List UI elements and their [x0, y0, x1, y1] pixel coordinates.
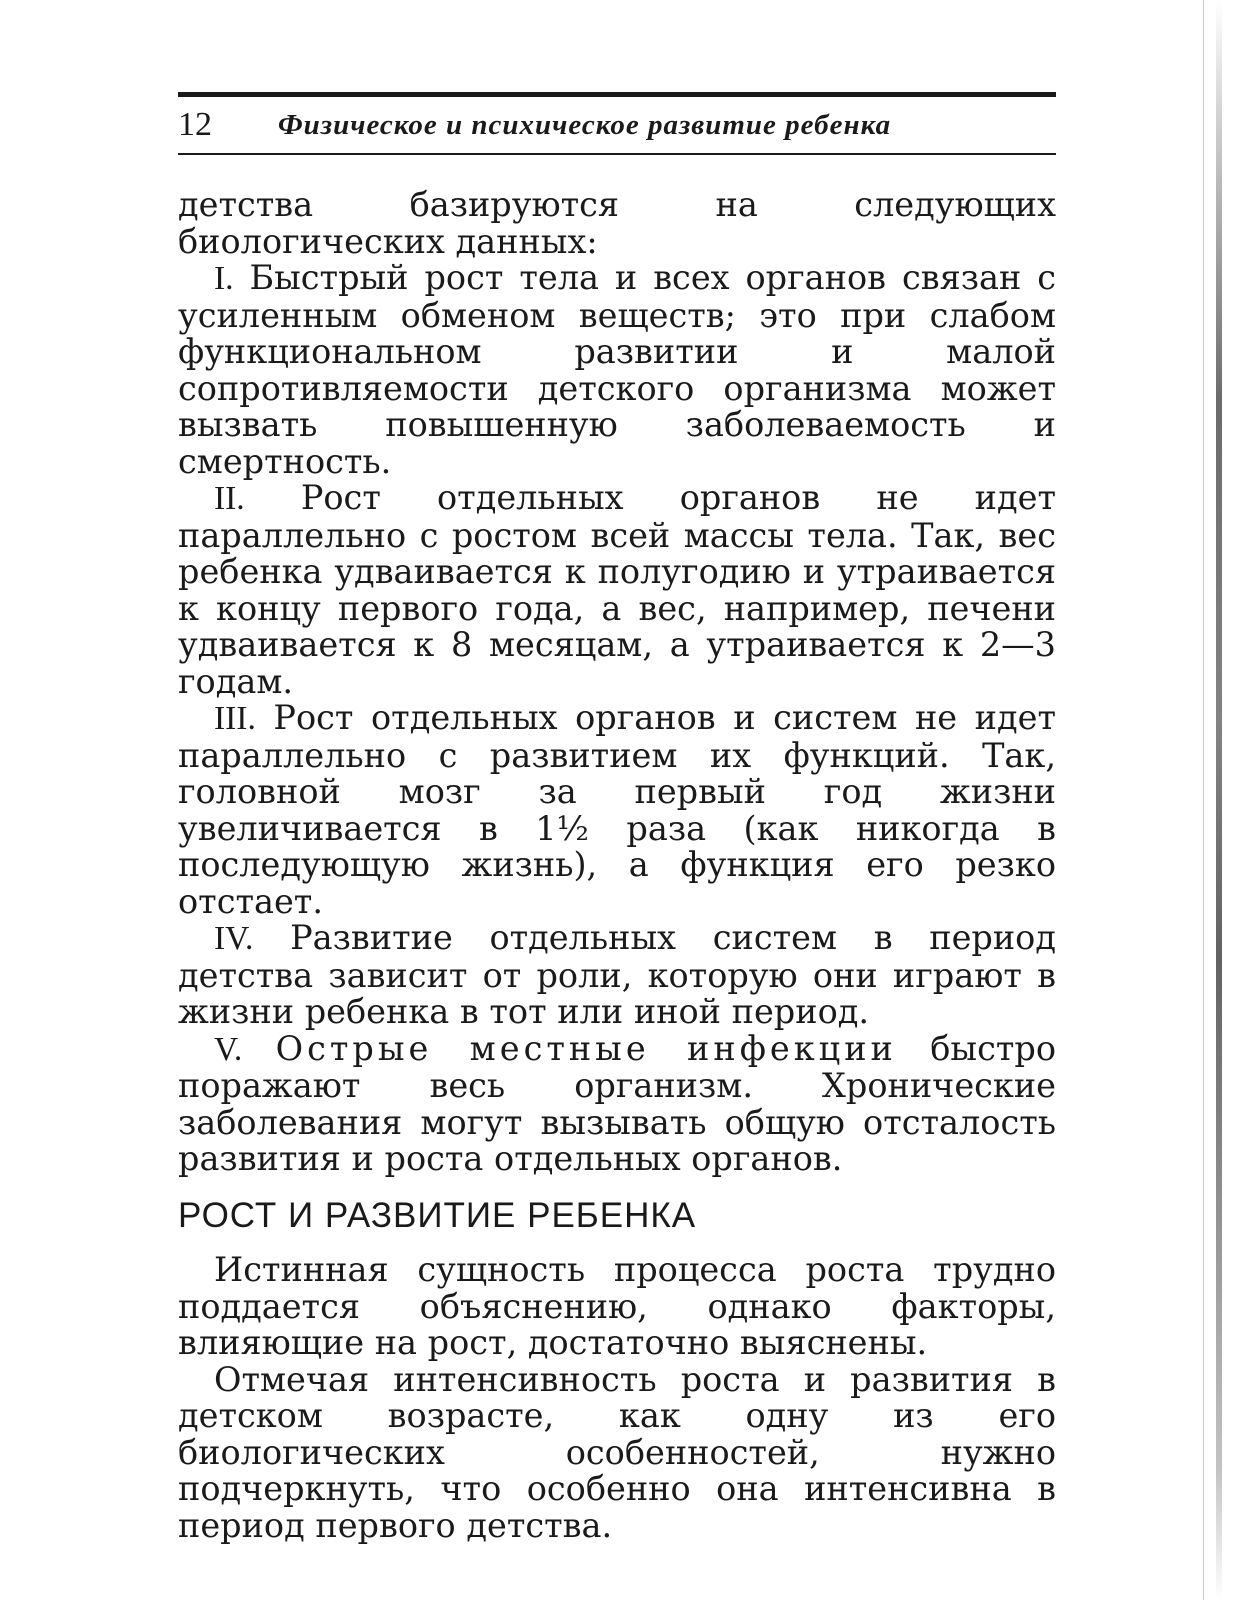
- paragraph-text: Рост отдельных органов не идет параллельно с ростом всей массы тела. Так, вес ребенка удваивается к полугодию и утраивается к концу первого года, а вес, например, печени удваивается к 8 месяцам, а утраивается к 2—3 годам.: [178, 478, 1056, 701]
- paragraph-text: детства базируются на следующих биологических данных:: [178, 185, 1056, 261]
- roman-numeral: III.: [214, 700, 256, 737]
- page-number: 12: [178, 106, 212, 143]
- roman-numeral: II.: [214, 480, 245, 517]
- section-heading: РОСТ И РАЗВИТИЕ РЕБЕНКА: [178, 1195, 697, 1235]
- roman-numeral: IV.: [214, 920, 254, 957]
- paragraph-point-2: [178, 480, 1056, 700]
- paragraph-point-5: [178, 1028, 1056, 1178]
- section-paragraph-2: [178, 1359, 1056, 1545]
- section-paragraph-1: [178, 1252, 1056, 1362]
- roman-numeral: V.: [214, 1030, 243, 1068]
- paragraph-intro: [178, 187, 1056, 260]
- paragraph-text: Быстрый рост тела и всех органов связан с усиленным обменом веществ; это при слабом функциональном развитии и малой сопротивляемости детского организма может вызвать повышенную заболеваемость и смертность.: [178, 258, 1056, 481]
- body-text: [178, 187, 1056, 1544]
- paragraph-text: быстро поражают весь организм. Хронические заболевания могут вызывать общую отсталость развития и роста отдельных органов.: [178, 1028, 1056, 1178]
- running-title: Физическое и психическое развитие ребенка: [278, 108, 892, 141]
- book-page: [178, 92, 1056, 1544]
- spaced-emphasis-text: Острые местные инфекции: [275, 1028, 897, 1068]
- running-header: [178, 92, 1056, 155]
- paragraph-text: Развитие отдельных систем в период детства зависит от роли, которую они играют в жизни ребенка в тот или иной период.: [178, 918, 1056, 1031]
- roman-numeral: I.: [214, 260, 234, 297]
- paragraph-point-3: [178, 700, 1056, 920]
- paragraph-text: Рост отдельных органов и систем не идет параллельно с развитием их функций. Так, головной мозг за первый год жизни увеличивается в 1½ раза (как никогда в последующую жизнь), а функция его резко отстает.: [178, 698, 1056, 921]
- paragraph-point-4: [178, 920, 1056, 1031]
- paragraph-point-1: [178, 260, 1056, 480]
- scan-edge-shadow: [1216, 0, 1222, 1600]
- scan-edge-line: [1203, 0, 1204, 1600]
- paragraph-text: Истинная сущность процесса роста трудно поддается объяснению, однако факторы, влияющие на рост, достаточно выяснены.: [178, 1250, 1056, 1362]
- paragraph-text: Отмечая интенсивность роста и развития в детском возрасте, как одну из его биологических особенностей, нужно подчеркнуть, что особенно она интенсивна в период первого детства.: [178, 1359, 1056, 1545]
